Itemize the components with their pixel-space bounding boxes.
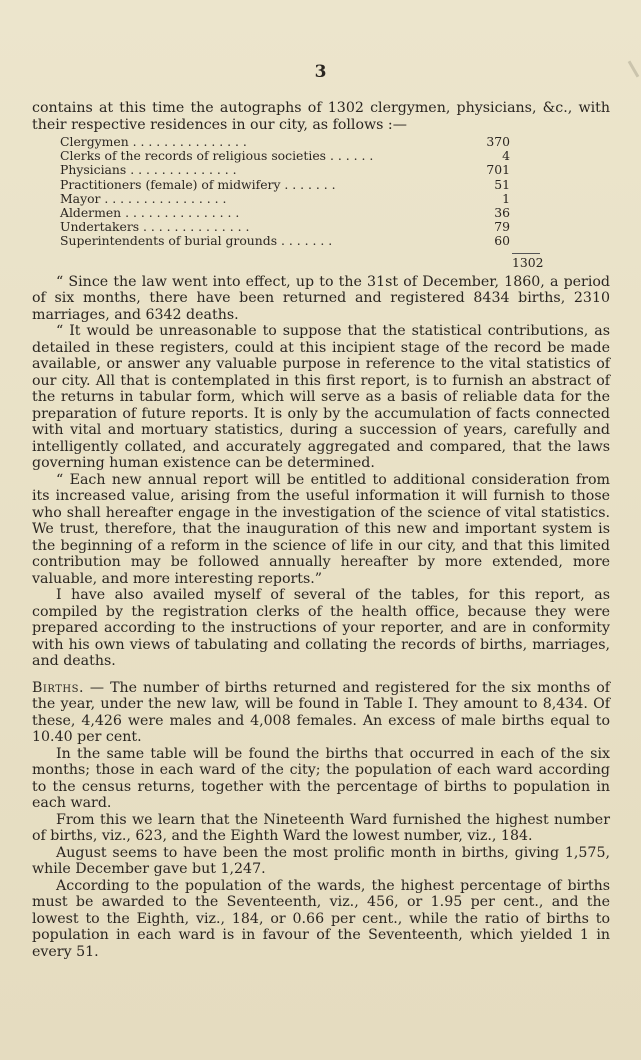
list-item <box>60 234 510 248</box>
list-item-label: Clerks of the records of religious societies . . . . . . <box>60 148 374 164</box>
list-item <box>60 149 510 163</box>
page-body <box>32 100 610 960</box>
paragraph: I have also availed myself of several of the tables, for this report, as compiled by the registration clerks of the health office, because they were prepared according to the instructions of your reporter, and are in conformity with his own views of tabulating and collating the records of births, marriages, and deaths. <box>32 587 610 670</box>
list-item-value: 370 <box>486 134 510 149</box>
list-item <box>60 192 510 206</box>
paragraph: “ Each new annual report will be entitled to additional consideration from its increased value, arising from the useful information it will furnish to those who shall hereafter engage in the investigation of the science of vital statistics. We trust, therefore, that the inauguration of this new and important system is the beginning of a reform in the science of life in our city, and that this limited contribution may be followed annually hereafter by more extended, more valuable, and more interesting reports.” <box>32 471 610 587</box>
list-item-label: Practitioners (female) of midwifery . . . . . . . <box>60 176 336 192</box>
list-item <box>60 135 510 149</box>
list-item-value: 4 <box>502 148 510 164</box>
signatory-list <box>60 134 544 270</box>
intro-paragraph: contains at this time the autographs of 1302 clergymen, physicians, &c., with their respective residences in our city, as follows :— <box>32 100 610 133</box>
list-item-value: 1 <box>502 190 510 206</box>
paragraph: According to the population of the wards, the highest percentage of births must be awarded to the Seventeenth, viz., 456, or 1.95 per cent., and the lowest to the Eighth, viz., 184, or 0.66 per cent., while the ratio of births to population in each ward is in favour of the Seventeenth, which yielded 1 in every 51. <box>32 877 610 960</box>
list-item-label: Aldermen . . . . . . . . . . . . . . . <box>60 205 240 221</box>
list-item-value: 79 <box>494 219 510 235</box>
births-dash: — <box>83 679 111 696</box>
list-item <box>60 163 510 177</box>
total-rule <box>512 253 540 254</box>
list-item-label: Clergymen . . . . . . . . . . . . . . . <box>60 134 247 149</box>
list-item-label: Mayor . . . . . . . . . . . . . . . . <box>60 190 227 206</box>
list-item-label: Physicians . . . . . . . . . . . . . . <box>60 162 237 178</box>
paragraph: In the same table will be found the births that occurred in each of the six months; those in each ward of the city; the population of each ward according to the census returns, together with the percentage of births to population in each ward. <box>32 745 610 812</box>
paragraph: August seems to have been the most prolific month in births, giving 1,575, while December gave but 1,247. <box>32 844 610 878</box>
list-item <box>60 206 510 220</box>
list-item-value: 36 <box>494 205 510 221</box>
paragraph: “ Since the law went into effect, up to the 31st of December, 1860, a period of six months, there have been returned and registered 8434 births, 2310 marriages, and 6342 deaths. <box>32 273 610 323</box>
list-item-value: 701 <box>486 162 510 178</box>
births-heading: Births. <box>32 679 84 696</box>
list-total: 1302 <box>512 254 544 270</box>
paragraph: “ It would be unreasonable to suppose that the statistical contributions, as detailed in these registers, could at this incipient stage of the record be made available, or answer any valuable purpose in reference to the vital statistics of our city. All that is contemplated in this first report, is to furnish an abstract of the returns in tabular form, which will serve as a basis of reliable data for the preparation of future reports. It is only by the accumulation of facts connected with vital and mortuary statistics, during a succession of years, carefully and intelligently collated, and accurately aggregated and compared, that the laws governing human existence can be determined. <box>32 323 610 472</box>
section-gap <box>32 670 610 680</box>
list-item-label: Superintendents of burial grounds . . . . . . . <box>60 233 333 249</box>
births-paragraph <box>32 680 610 746</box>
list-item-value: 60 <box>494 233 510 249</box>
list-item <box>60 220 510 234</box>
list-item-value: 51 <box>494 176 510 192</box>
births-text: The number of births returned and registered for the six months of the year, under the new law, will be found in Table I. They amount to 8,434. Of these, 4,426 were males and 4,008 females. An excess of male births equal to 10.40 per cent. <box>32 679 610 746</box>
list-item-label: Undertakers . . . . . . . . . . . . . . <box>60 219 250 235</box>
list-item <box>60 178 510 192</box>
page-number: 3 <box>314 62 327 82</box>
paragraph: From this we learn that the Nineteenth Ward furnished the highest number of births, viz., 623, and the Eighth Ward the lowest number, viz., 184. <box>32 811 610 845</box>
